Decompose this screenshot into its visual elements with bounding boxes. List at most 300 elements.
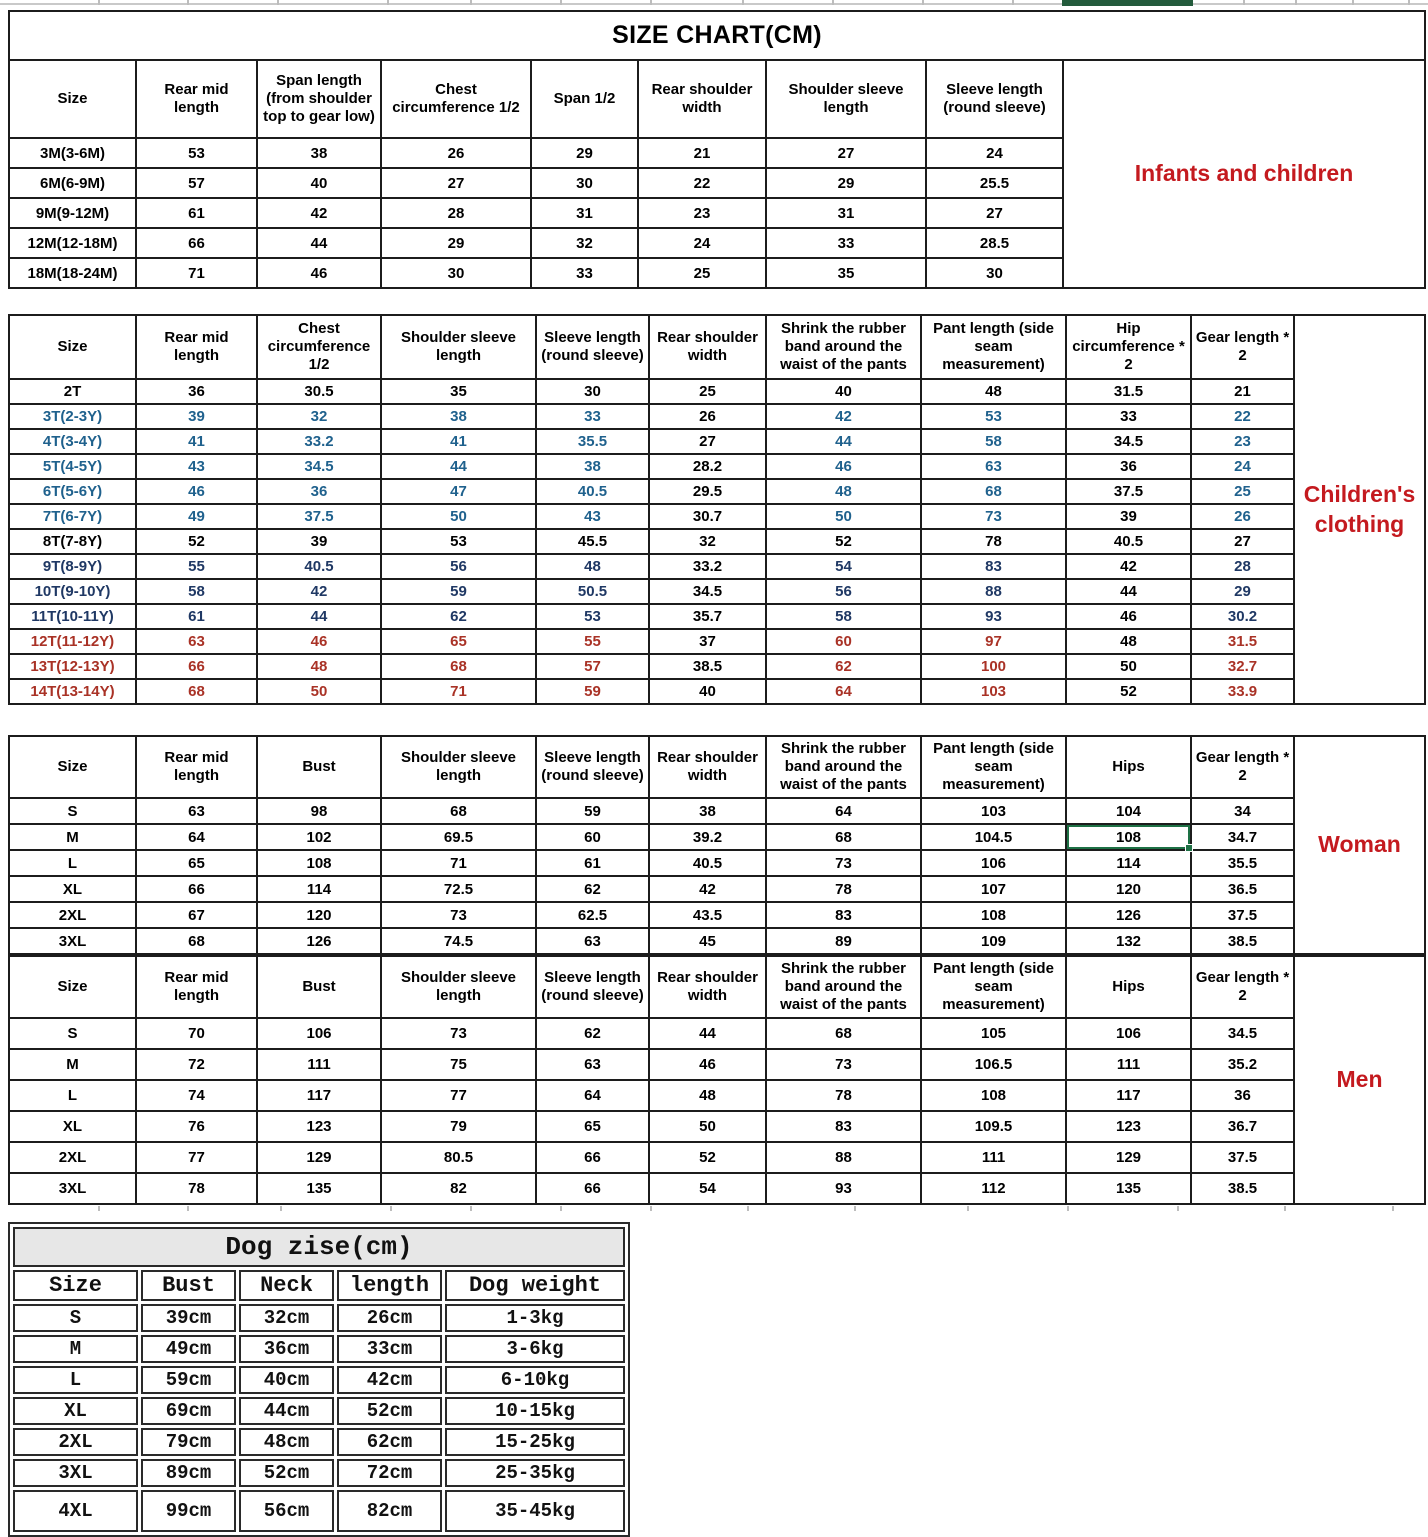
table-cell: 97 — [921, 629, 1066, 654]
row-size-label: 5T(4-5Y) — [9, 454, 136, 479]
table-cell: 59cm — [141, 1366, 236, 1394]
gridline-tick — [1408, 0, 1410, 5]
column-header: Shrink the rubber band around the waist of the pants — [766, 956, 921, 1018]
gridline-tick — [1012, 0, 1014, 5]
table-cell: 37.5 — [1066, 479, 1191, 504]
table-cell: 40.5 — [649, 850, 766, 876]
table-cell: 48 — [1066, 629, 1191, 654]
table-cell: 46 — [766, 454, 921, 479]
table-cell: 66 — [136, 876, 257, 902]
table-cell: 25 — [1191, 479, 1294, 504]
table-cell: 47 — [381, 479, 536, 504]
row-size-label: 4T(3-4Y) — [9, 429, 136, 454]
table-cell: 66 — [136, 654, 257, 679]
table-cell: 59 — [381, 579, 536, 604]
column-header: Shoulder sleeve length — [381, 956, 536, 1018]
table-cell: 61 — [536, 850, 649, 876]
column-header: Pant length (side seam measurement) — [921, 315, 1066, 379]
table-cell: 78 — [136, 1173, 257, 1204]
gridline-tick — [280, 1206, 282, 1211]
table-cell: 44 — [766, 429, 921, 454]
table-cell: 73 — [766, 850, 921, 876]
table-cell: 29 — [766, 168, 926, 198]
table-cell: 126 — [1066, 902, 1191, 928]
table-cell: 25-35kg — [445, 1459, 625, 1487]
table-cell: 33cm — [337, 1335, 442, 1363]
table-cell: 42 — [257, 579, 381, 604]
table-cell: 59 — [536, 798, 649, 824]
column-header: length — [337, 1270, 442, 1301]
table-cell: 99cm — [141, 1490, 236, 1532]
table-cell: 65 — [381, 629, 536, 654]
table-cell: 54 — [766, 554, 921, 579]
row-size-label: 12T(11-12Y) — [9, 629, 136, 654]
table-cell: 62 — [536, 1018, 649, 1049]
table-cell: 26 — [1191, 504, 1294, 529]
column-header: Rear mid length — [136, 736, 257, 798]
table-cell: 32 — [531, 228, 638, 258]
gridline-tick — [650, 0, 652, 5]
row-size-label: 3T(2-3Y) — [9, 404, 136, 429]
row-size-label: 3XL — [13, 1459, 138, 1487]
table-cell: 37.5 — [1191, 902, 1294, 928]
table-cell: 46 — [649, 1049, 766, 1080]
table-cell: 62 — [766, 654, 921, 679]
table-cell: 25 — [638, 258, 766, 288]
table-cell: 63 — [921, 454, 1066, 479]
table-cell: 56 — [766, 579, 921, 604]
table-cell: 31.5 — [1066, 379, 1191, 404]
row-size-label: 13T(12-13Y) — [9, 654, 136, 679]
gridline-tick — [922, 0, 924, 5]
table-cell: 21 — [638, 138, 766, 168]
table-cell: 23 — [638, 198, 766, 228]
table-cell: 52cm — [239, 1459, 334, 1487]
table-cell: 82 — [381, 1173, 536, 1204]
table-row — [13, 1459, 625, 1487]
table-cell: 33 — [1066, 404, 1191, 429]
table-cell: 45 — [649, 928, 766, 954]
table-row — [9, 504, 1425, 529]
table-row — [9, 629, 1425, 654]
table-title: Dog zise(cm) — [13, 1227, 625, 1267]
table-cell: 35 — [766, 258, 926, 288]
gridline-tick — [650, 1206, 652, 1211]
table-cell: 30 — [536, 379, 649, 404]
row-size-label: XL — [9, 876, 136, 902]
table-cell: 44 — [381, 454, 536, 479]
table-row — [9, 379, 1425, 404]
table-cell: 64 — [136, 824, 257, 850]
column-header: Size — [9, 956, 136, 1018]
column-header: Sleeve length (round sleeve) — [536, 956, 649, 1018]
table-cell: 39 — [136, 404, 257, 429]
table-row — [9, 529, 1425, 554]
table-cell: 22 — [638, 168, 766, 198]
column-header: Rear shoulder width — [649, 315, 766, 379]
table-cell: 73 — [921, 504, 1066, 529]
table-cell: 126 — [257, 928, 381, 954]
column-header: Rear mid length — [136, 315, 257, 379]
table-cell: 83 — [921, 554, 1066, 579]
table-cell: 28 — [1191, 554, 1294, 579]
table-cell: 78 — [921, 529, 1066, 554]
table-cell: 46 — [257, 629, 381, 654]
table-cell: 112 — [921, 1173, 1066, 1204]
table-cell: 72 — [136, 1049, 257, 1080]
gridline-tick — [187, 1206, 189, 1211]
table-cell: 40.5 — [536, 479, 649, 504]
table-cell: 53 — [136, 138, 257, 168]
row-size-label: S — [9, 798, 136, 824]
table-cell: 50 — [381, 504, 536, 529]
column-header: Sleeve length (round sleeve) — [536, 736, 649, 798]
table-cell: 117 — [257, 1080, 381, 1111]
table-cell: 33.2 — [257, 429, 381, 454]
table-cell: 93 — [921, 604, 1066, 629]
row-size-label: 6T(5-6Y) — [9, 479, 136, 504]
table-cell: 28.5 — [926, 228, 1063, 258]
table-cell: 66 — [136, 228, 257, 258]
table-row — [9, 679, 1425, 704]
table-cell: 123 — [1066, 1111, 1191, 1142]
table-cell: 114 — [1066, 850, 1191, 876]
table-cell: 35.2 — [1191, 1049, 1294, 1080]
table-cell: 64 — [536, 1080, 649, 1111]
table-cell: 62cm — [337, 1428, 442, 1456]
table-row — [9, 876, 1425, 902]
table-cell: 72cm — [337, 1459, 442, 1487]
table-cell: 38.5 — [1191, 928, 1294, 954]
table-row — [9, 798, 1425, 824]
table-cell: 29 — [381, 228, 531, 258]
table-cell: 106 — [1066, 1018, 1191, 1049]
table-cell: 42 — [257, 198, 381, 228]
table-cell: 48 — [257, 654, 381, 679]
table-row — [9, 479, 1425, 504]
table-cell: 98 — [257, 798, 381, 824]
row-size-label: XL — [9, 1111, 136, 1142]
table-cell: 103 — [921, 798, 1066, 824]
row-size-label: M — [13, 1335, 138, 1363]
table-cell: 28.2 — [649, 454, 766, 479]
gridline-tick — [854, 1206, 856, 1211]
table-cell: 63 — [536, 1049, 649, 1080]
table-cell: 34 — [1191, 798, 1294, 824]
gridline-tick — [1392, 1206, 1394, 1211]
table-cell: 68 — [766, 1018, 921, 1049]
group-label: Children's clothing — [1294, 315, 1425, 704]
table-cell: 30.7 — [649, 504, 766, 529]
header-row — [9, 956, 1425, 1018]
table-cell: 36.7 — [1191, 1111, 1294, 1142]
table-cell: 52 — [136, 529, 257, 554]
table-cell: 68 — [921, 479, 1066, 504]
table-cell: 108 — [921, 1080, 1066, 1111]
table-cell: 44 — [257, 604, 381, 629]
infants-size-table — [8, 10, 1426, 289]
table-cell: 24 — [638, 228, 766, 258]
table-cell: 76 — [136, 1111, 257, 1142]
table-cell: 129 — [1066, 1142, 1191, 1173]
table-cell: 32.7 — [1191, 654, 1294, 679]
row-size-label: 2XL — [9, 1142, 136, 1173]
row-size-label: 4XL — [13, 1490, 138, 1532]
column-header: Rear mid length — [136, 956, 257, 1018]
table-cell: 48 — [766, 479, 921, 504]
women-size-table — [8, 735, 1426, 955]
table-cell: 27 — [1191, 529, 1294, 554]
table-cell: 67 — [136, 902, 257, 928]
table-cell: 46 — [257, 258, 381, 288]
column-header: Shoulder sleeve length — [381, 315, 536, 379]
table-cell: 38.5 — [1191, 1173, 1294, 1204]
gridline-tick — [387, 0, 389, 5]
table-cell: 93 — [766, 1173, 921, 1204]
gridline-tick — [1067, 1206, 1069, 1211]
table-cell: 54 — [649, 1173, 766, 1204]
table-cell: 24 — [1191, 454, 1294, 479]
column-header: Gear length * 2 — [1191, 736, 1294, 798]
selection-border — [1067, 825, 1190, 849]
table-cell: 34.5 — [257, 454, 381, 479]
table-cell: 29.5 — [649, 479, 766, 504]
table-cell: 33.9 — [1191, 679, 1294, 704]
table-row — [9, 604, 1425, 629]
table-cell: 68 — [381, 798, 536, 824]
table-cell: 34.7 — [1191, 824, 1294, 850]
table-cell: 64 — [766, 679, 921, 704]
table-cell: 48cm — [239, 1428, 334, 1456]
row-size-label: 12M(12-18M) — [9, 228, 136, 258]
gridline-tick — [967, 1206, 969, 1211]
table-cell: 66 — [536, 1142, 649, 1173]
table-cell: 114 — [257, 876, 381, 902]
table-cell: 72.5 — [381, 876, 536, 902]
spreadsheet-gridline — [0, 3, 1428, 5]
table-cell: 63 — [136, 798, 257, 824]
table-cell: 42 — [649, 876, 766, 902]
header-row — [9, 60, 1425, 138]
table-cell: 25.5 — [926, 168, 1063, 198]
table-cell: 64 — [766, 798, 921, 824]
table-cell: 104.5 — [921, 824, 1066, 850]
table-cell: 32 — [649, 529, 766, 554]
column-header: Rear shoulder width — [649, 736, 766, 798]
table-cell: 52 — [766, 529, 921, 554]
column-header: Gear length * 2 — [1191, 315, 1294, 379]
table-cell: 22 — [1191, 404, 1294, 429]
table-cell: 57 — [136, 168, 257, 198]
table-row — [9, 579, 1425, 604]
table-cell: 27 — [766, 138, 926, 168]
row-size-label: 2T — [9, 379, 136, 404]
fill-handle — [1185, 844, 1193, 852]
table-cell: 123 — [257, 1111, 381, 1142]
table-cell: 52 — [1066, 679, 1191, 704]
table-cell: 102 — [257, 824, 381, 850]
table-cell: 25 — [649, 379, 766, 404]
column-header: Neck — [239, 1270, 334, 1301]
table-cell: 45.5 — [536, 529, 649, 554]
table-cell: 31 — [531, 198, 638, 228]
header-row — [9, 315, 1425, 379]
row-size-label: 8T(7-8Y) — [9, 529, 136, 554]
table-cell: 26cm — [337, 1304, 442, 1332]
table-cell: 41 — [136, 429, 257, 454]
table-cell: 50 — [649, 1111, 766, 1142]
row-size-label: 9T(8-9Y) — [9, 554, 136, 579]
table-row — [13, 1366, 625, 1394]
table-cell: 38 — [381, 404, 536, 429]
table-cell: 63 — [536, 928, 649, 954]
table-cell: 21 — [1191, 379, 1294, 404]
gridline-tick — [1177, 1206, 1179, 1211]
gridline-tick — [1352, 0, 1354, 5]
table-cell: 62 — [381, 604, 536, 629]
header-row — [13, 1270, 625, 1301]
gridline-tick — [98, 0, 100, 5]
table-cell: 48 — [921, 379, 1066, 404]
table-cell: 71 — [136, 258, 257, 288]
table-cell: 83 — [766, 902, 921, 928]
table-cell: 36 — [136, 379, 257, 404]
column-header: Bust — [257, 956, 381, 1018]
table-cell: 27 — [926, 198, 1063, 228]
table-cell: 26 — [649, 404, 766, 429]
table-cell: 50.5 — [536, 579, 649, 604]
table-cell: 40cm — [239, 1366, 334, 1394]
column-header: Pant length (side seam measurement) — [921, 736, 1066, 798]
row-size-label: 7T(6-7Y) — [9, 504, 136, 529]
table-cell: 65 — [136, 850, 257, 876]
table-cell: 29 — [1191, 579, 1294, 604]
row-size-label: S — [9, 1018, 136, 1049]
table-grid — [8, 735, 1426, 955]
table-row — [9, 824, 1425, 850]
table-cell: 80.5 — [381, 1142, 536, 1173]
table-cell: 68 — [136, 928, 257, 954]
table-cell: 46 — [136, 479, 257, 504]
table-grid — [8, 10, 1426, 289]
gridline-tick — [470, 0, 472, 5]
table-cell: 100 — [921, 654, 1066, 679]
table-cell: 89 — [766, 928, 921, 954]
row-size-label: 6M(6-9M) — [9, 168, 136, 198]
table-cell: 106 — [257, 1018, 381, 1049]
row-size-label: M — [9, 824, 136, 850]
table-cell: 35.7 — [649, 604, 766, 629]
table-cell: 31.5 — [1191, 629, 1294, 654]
column-header: Rear mid length — [136, 60, 257, 138]
column-header: Size — [13, 1270, 138, 1301]
table-cell: 79cm — [141, 1428, 236, 1456]
table-cell: 58 — [136, 579, 257, 604]
table-cell: 68 — [766, 824, 921, 850]
table-cell: 32 — [257, 404, 381, 429]
gridline-tick — [742, 0, 744, 5]
table-cell: 69cm — [141, 1397, 236, 1425]
group-label: Infants and children — [1063, 60, 1425, 288]
table-cell: 82cm — [337, 1490, 442, 1532]
table-cell: 30.5 — [257, 379, 381, 404]
table-cell: 43 — [536, 504, 649, 529]
table-cell: 53 — [381, 529, 536, 554]
table-cell: 30 — [381, 258, 531, 288]
table-row — [9, 902, 1425, 928]
table-cell: 104 — [1066, 798, 1191, 824]
gridline-tick — [1284, 1206, 1286, 1211]
table-cell: 71 — [381, 679, 536, 704]
column-header: Rear shoulder width — [638, 60, 766, 138]
gridline-tick — [277, 0, 279, 5]
row-size-label: 3XL — [9, 928, 136, 954]
table-cell: 61 — [136, 604, 257, 629]
table-cell: 58 — [921, 429, 1066, 454]
column-header: Hips — [1066, 956, 1191, 1018]
table-cell: 33 — [531, 258, 638, 288]
table-row — [9, 928, 1425, 954]
table-cell: 43 — [136, 454, 257, 479]
table-cell: 57 — [536, 654, 649, 679]
gridline-tick — [470, 1206, 472, 1211]
table-row — [9, 454, 1425, 479]
table-cell: 135 — [1066, 1173, 1191, 1204]
row-size-label: 2XL — [9, 902, 136, 928]
table-cell: 50 — [1066, 654, 1191, 679]
table-row — [13, 1428, 625, 1456]
table-cell: 40 — [766, 379, 921, 404]
table-cell: 117 — [1066, 1080, 1191, 1111]
row-size-label: XL — [13, 1397, 138, 1425]
row-size-label: 14T(13-14Y) — [9, 679, 136, 704]
gridline-tick — [1295, 0, 1297, 5]
table-cell: 55 — [136, 554, 257, 579]
table-cell: 39 — [257, 529, 381, 554]
table-cell: 78 — [766, 876, 921, 902]
row-size-label: L — [13, 1366, 138, 1394]
table-cell: 1-3kg — [445, 1304, 625, 1332]
table-cell: 89cm — [141, 1459, 236, 1487]
column-header: Hip circumference * 2 — [1066, 315, 1191, 379]
table-row — [9, 850, 1425, 876]
table-cell: 42cm — [337, 1366, 442, 1394]
table-cell: 62 — [536, 876, 649, 902]
table-row — [9, 1111, 1425, 1142]
table-cell: 29 — [531, 138, 638, 168]
gridline-tick — [560, 1206, 562, 1211]
table-row — [13, 1397, 625, 1425]
table-cell: 34.5 — [649, 579, 766, 604]
gridline-tick — [747, 1206, 749, 1211]
column-header: Span length (from shoulder top to gear low) — [257, 60, 381, 138]
row-size-label: M — [9, 1049, 136, 1080]
gridline-tick — [98, 1206, 100, 1211]
column-header: Size — [9, 60, 136, 138]
row-size-label: 18M(18-24M) — [9, 258, 136, 288]
table-cell: 52 — [649, 1142, 766, 1173]
table-cell: 42 — [1066, 554, 1191, 579]
table-cell: 108 — [921, 902, 1066, 928]
table-row — [9, 1142, 1425, 1173]
table-cell: 36 — [1066, 454, 1191, 479]
table-cell: 30.2 — [1191, 604, 1294, 629]
table-cell: 44 — [1066, 579, 1191, 604]
column-header: Shrink the rubber band around the waist of the pants — [766, 736, 921, 798]
table-cell: 58 — [766, 604, 921, 629]
table-cell: 68 — [136, 679, 257, 704]
table-cell: 77 — [136, 1142, 257, 1173]
